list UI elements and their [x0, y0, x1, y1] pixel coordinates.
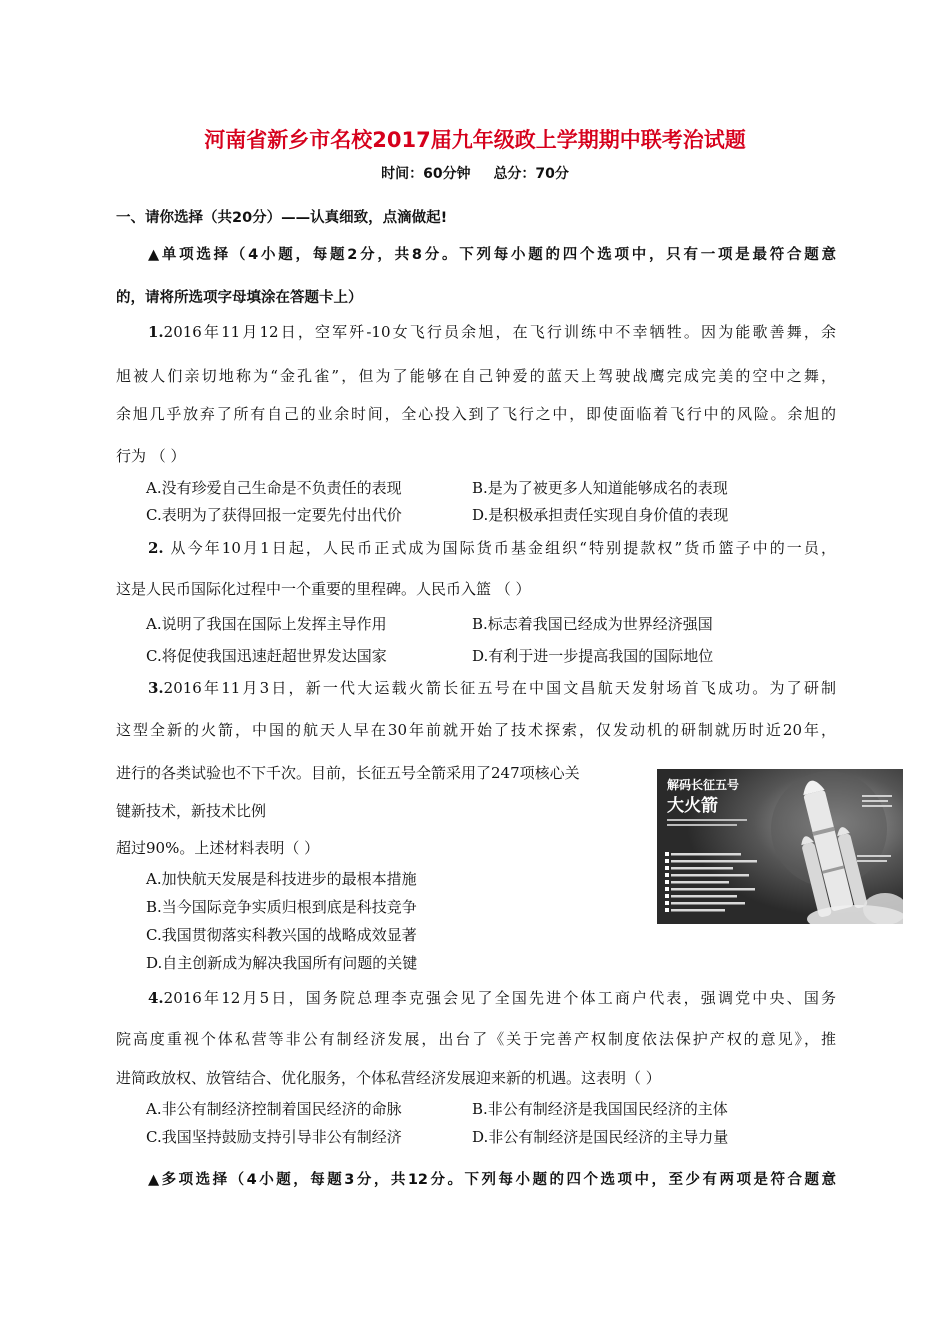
q3-option-d: D.自主创新成为解决我国所有问题的关键 — [146, 954, 418, 972]
q4-option-a: A.非公有制经济控制着国民经济的命脉 — [146, 1100, 402, 1118]
q1-number: 1. — [148, 323, 164, 341]
q4-line3: 进简政放权、放管结合、优化服务，个体私营经济发展迎来新的机遇。这表明（ ） — [116, 1069, 661, 1087]
q4-number: 4. — [148, 989, 164, 1007]
q4-option-b: B.非公有制经济是我国国民经济的主体 — [472, 1100, 728, 1118]
q1-option-b: B.是为了被更多人知道能够成名的表现 — [472, 479, 728, 497]
q2-option-d: D.有利于进一步提高我国的国际地位 — [472, 647, 714, 665]
q2-number: 2. — [148, 539, 164, 557]
q4-option-d: D.非公有制经济是国民经济的主导力量 — [472, 1128, 729, 1146]
q3-line2: 这型全新的火箭，中国的航天人早在30年前就开始了技术探索，仅发动机的研制就历时近20年， — [116, 721, 836, 739]
q3-option-c: C.我国贯彻落实科教兴国的战略成效显著 — [146, 926, 417, 944]
q2-line2: 这是人民币国际化过程中一个重要的里程碑。人民币入篮 （ ） — [116, 580, 531, 598]
single-choice-instructions: ▲单项选择（4小题，每题2分，共8分。下列每小题的四个选项中，只有一项是最符合题意 — [148, 247, 836, 263]
rocket-image — [657, 769, 903, 924]
single-choice-instructions-cont: 的，请将所选项字母填涂在答题卡上） — [116, 290, 363, 306]
q1-option-c: C.表明为了获得回报一定要先付出代价 — [146, 506, 402, 524]
q1-line4: 行为 （ ） — [116, 447, 186, 465]
rocket-image-caption-2: 大火箭 — [667, 796, 718, 816]
q3-number: 3. — [148, 679, 164, 697]
q1-line3: 余旭几乎放弃了所有自己的业余时间，全心投入到了飞行之中，即使面临着飞行中的风险。余旭的 — [116, 405, 836, 423]
q1-option-d: D.是积极承担责任实现自身价值的表现 — [472, 506, 729, 524]
q4-option-c: C.我国坚持鼓励支持引导非公有制经济 — [146, 1128, 402, 1146]
exam-time: 时间：60分钟 — [381, 166, 471, 182]
rocket-image-caption-1: 解码长征五号 — [667, 778, 740, 792]
q2-option-b: B.标志着我国已经成为世界经济强国 — [472, 615, 713, 633]
q4-line1: 4.2016年12月5日，国务院总理李克强会见了全国先进个体工商户代表，强调党中央、国务 — [148, 989, 836, 1007]
section-heading: 一、请你选择（共20分）——认真细致，点滴做起! — [116, 210, 448, 226]
q3-line4: 键新技术，新技术比例 — [116, 802, 267, 820]
q3-option-a: A.加快航天发展是科技进步的最根本措施 — [146, 870, 417, 888]
exam-meta — [0, 163, 950, 183]
q4-line2: 院高度重视个体私营等非公有制经济发展，出台了《关于完善产权制度依法保护产权的意见》，推 — [116, 1030, 836, 1048]
page-title: 河南省新乡市名校2017届九年级政上学期期中联考治试题 — [204, 128, 746, 152]
rocket-illustration — [657, 769, 903, 924]
exam-score: 总分：70分 — [493, 166, 569, 182]
q3-option-b: B.当今国际竞争实质归根到底是科技竞争 — [146, 898, 417, 916]
q3-line3: 进行的各类试验也不下千次。目前，长征五号全箭采用了247项核心关 — [116, 764, 580, 782]
q3-line5: 超过90%。上述材料表明（ ） — [116, 839, 320, 857]
q2-line1: 2. 从今年10月1日起，人民币正式成为国际货币基金组织“特别提款权”货币篮子中的一员， — [148, 539, 836, 557]
q1-line1: 1.2016年11月12日，空军歼-10女飞行员余旭，在飞行训练中不幸牺牲。因为能歌善舞，余 — [148, 323, 836, 341]
multi-choice-instructions: ▲多项选择（4小题，每题3分，共12分。下列每小题的四个选项中，至少有两项是符合题意 — [148, 1172, 836, 1188]
q3-line1: 3.2016年11月3日，新一代大运载火箭长征五号在中国文昌航天发射场首飞成功。为了研制 — [148, 679, 836, 697]
q2-option-a: A.说明了我国在国际上发挥主导作用 — [146, 615, 387, 633]
q1-option-a: A.没有珍爱自己生命是不负责任的表现 — [146, 479, 402, 497]
q1-line2: 旭被人们亲切地称为“金孔雀”，但为了能够在自己钟爱的蓝天上驾驶战鹰完成完美的空中之舞， — [116, 367, 836, 385]
q2-option-c: C.将促使我国迅速赶超世界发达国家 — [146, 647, 387, 665]
